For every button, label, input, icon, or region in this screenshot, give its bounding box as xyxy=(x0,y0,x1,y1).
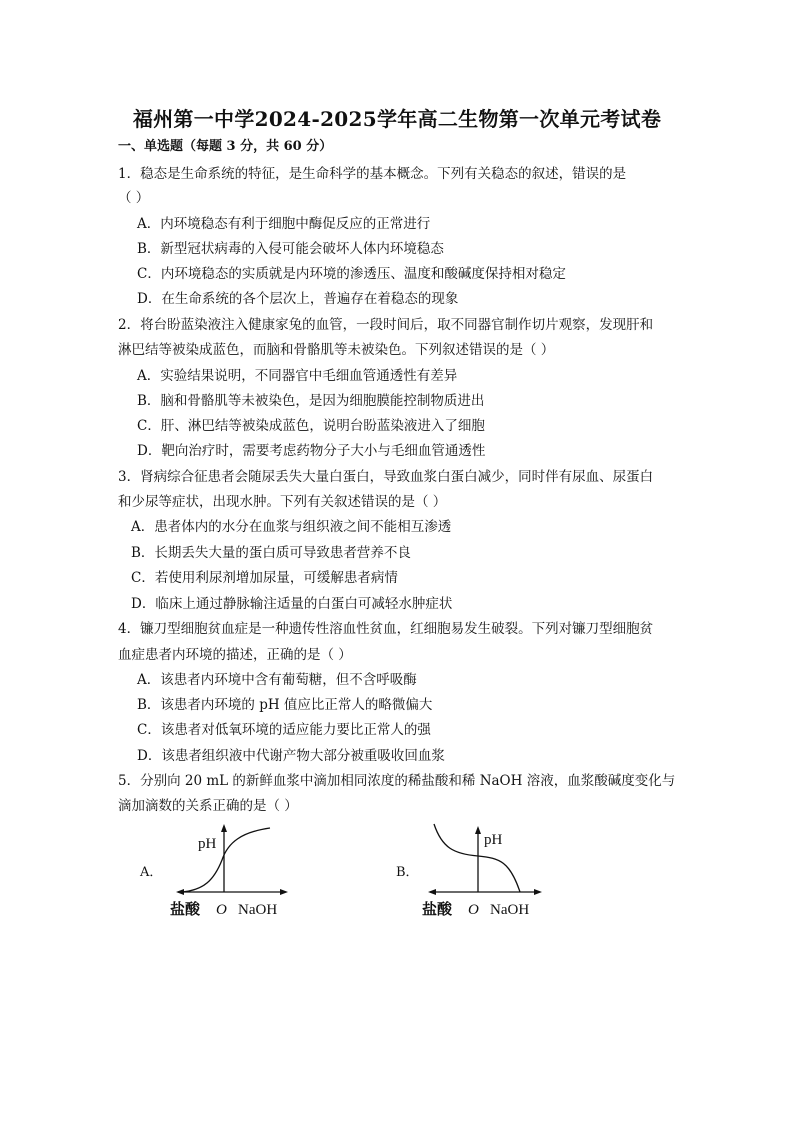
y-axis-label: pH xyxy=(484,832,503,848)
page-title: 福州第一中学2024-2025学年高二生物第一次单元考试卷 xyxy=(132,107,662,131)
origin-label: O xyxy=(216,902,227,918)
q2-stem-line2: 淋巴结等被染成蓝色，而脑和骨骼肌等未被染色。下列叙述错误的是（ ） xyxy=(118,342,555,358)
ph-curve xyxy=(182,828,270,892)
q1-stem-line2: （ ） xyxy=(118,190,150,206)
x-axis-right-label: NaOH xyxy=(238,902,278,918)
x-axis-left-arrow-icon xyxy=(428,889,436,895)
q3-stem-line2: 和少尿等症状，出现水肿。下列有关叙述错误的是（ ） xyxy=(118,494,447,510)
q3-option-c: C．若使用利尿剂增加尿量，可缓解患者病情 xyxy=(131,570,398,586)
q5-option-b-label: B． xyxy=(396,865,419,880)
q4-option-c: C．该患者对低氧环境的适应能力要比正常人的强 xyxy=(137,722,431,738)
q3-option-d: D．临床上通过静脉输注适量的白蛋白可减轻水肿症状 xyxy=(131,596,453,612)
q3-option-b: B．长期丢失大量的蛋白质可导致患者营养不良 xyxy=(131,545,411,561)
q4-option-a: A．该患者内环境中含有葡萄糖，但不含呼吸酶 xyxy=(137,672,417,688)
q2-option-c: C．肝、淋巴结等被染成蓝色，说明台盼蓝染液进入了细胞 xyxy=(137,418,485,434)
origin-label: O xyxy=(468,902,479,918)
q4-option-d: D．该患者组织液中代谢产物大部分被重吸收回血浆 xyxy=(137,748,445,764)
q4-stem-line2: 血症患者内环境的描述，正确的是（ ） xyxy=(118,647,352,663)
q1-stem-line1: 1．稳态是生命系统的特征，是生命科学的基本概念。下列有关稳态的叙述，错误的是 xyxy=(118,166,627,182)
q5-option-b-graph xyxy=(420,820,552,918)
y-axis-arrow-icon xyxy=(221,824,227,832)
ph-curve xyxy=(434,824,520,892)
x-axis-right-arrow-icon xyxy=(280,889,288,895)
q2-option-b: B．脑和骨骼肌等未被染色，是因为细胞膜能控制物质进出 xyxy=(137,393,485,409)
q5-stem-line2: 滴加滴数的关系正确的是（ ） xyxy=(118,798,298,814)
q2-option-a: A．实验结果说明，不同器官中毛细血管通透性有差异 xyxy=(137,368,458,384)
q3-stem-line1: 3．肾病综合征患者会随尿丢失大量白蛋白，导致血浆白蛋白减少，同时伴有尿血、尿蛋白 xyxy=(118,469,654,485)
y-axis-label: pH xyxy=(198,836,217,852)
q3-option-a: A．患者体内的水分在血浆与组织液之间不能相互渗透 xyxy=(131,519,452,535)
q2-option-d: D．靶向治疗时，需要考虑药物分子大小与毛细血管通透性 xyxy=(137,443,486,459)
q5-stem-line1: 5．分别向 20 mL 的新鲜血浆中滴加相同浓度的稀盐酸和稀 NaOH 溶液，血浆酸碱度变化与 xyxy=(118,773,676,789)
q5-option-a-label: A． xyxy=(140,865,163,880)
q5-option-a-graph xyxy=(168,822,298,918)
x-axis-right-arrow-icon xyxy=(534,889,542,895)
x-axis-right-label: NaOH xyxy=(490,902,530,918)
q1-option-d: D．在生命系统的各个层次上，普遍存在着稳态的现象 xyxy=(137,291,459,307)
q4-stem-line1: 4．镰刀型细胞贫血症是一种遗传性溶血性贫血，红细胞易发生破裂。下列对镰刀型细胞贫 xyxy=(118,621,654,637)
x-axis-left-label: 盐酸 xyxy=(170,900,201,918)
section-heading: 一、单选题（每题 3 分，共 60 分） xyxy=(118,139,333,154)
y-axis-arrow-icon xyxy=(475,826,481,834)
x-axis-left-label: 盐酸 xyxy=(422,900,453,918)
q1-option-a: A．内环境稳态有利于细胞中酶促反应的正常进行 xyxy=(137,216,431,232)
q1-option-c: C．内环境稳态的实质就是内环境的渗透压、温度和酸碱度保持相对稳定 xyxy=(137,266,566,282)
q1-option-b: B．新型冠状病毒的入侵可能会破坏人体内环境稳态 xyxy=(137,241,444,257)
q2-stem-line1: 2．将台盼蓝染液注入健康家兔的血管，一段时间后，取不同器官制作切片观察，发现肝和 xyxy=(118,317,654,333)
q4-option-b: B．该患者内环境的 pH 值应比正常人的略微偏大 xyxy=(137,697,433,713)
